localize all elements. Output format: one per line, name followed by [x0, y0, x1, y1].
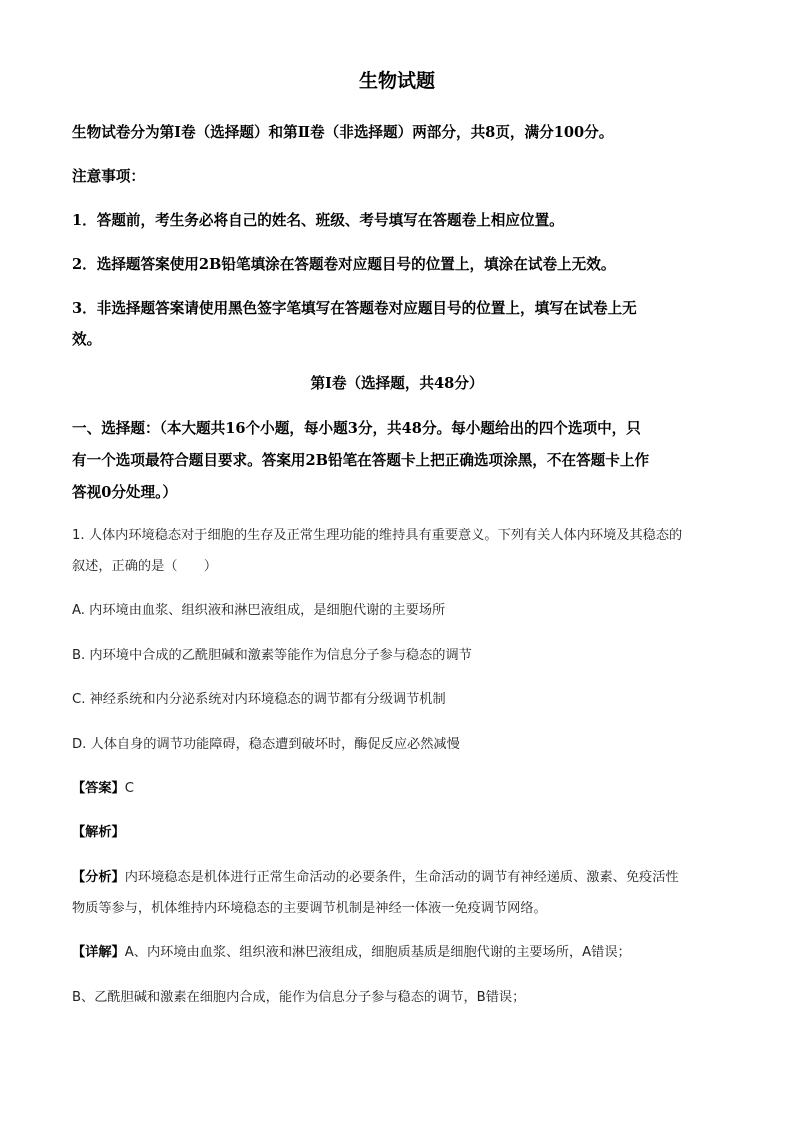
answer-value: C [124, 781, 134, 796]
question1-option-c: C. 神经系统和内分泌系统对内环境稳态的调节都有分级调节机制 [72, 692, 446, 707]
question1-option-d: D. 人体自身的调节功能障碍，稳态遭到破坏时，酶促反应必然减慢 [72, 737, 460, 752]
xiangjie-text-1: A、内环境由血浆、组织液和淋巴液组成，细胞质基质是细胞代谢的主要场所，A错误； [124, 945, 631, 960]
section1-instruction-line-2: 有一个选项最符合题目要求。答案用2B铅笔在答题卡上把正确选项涂黑，不在答题卡上作 [72, 452, 650, 469]
question1-analysis-heading [72, 825, 724, 841]
question1-option-a: A. 内环境由血浆、组织液和淋巴液组成，是细胞代谢的主要场所 [72, 603, 446, 618]
section1-instruction-line-3: 答视0分处理。） [72, 484, 178, 501]
section1-instruction-line-1: 一、选择题：（本大题共16个小题，每小题3分，共48分。每小题给出的四个选项中，只 [72, 420, 641, 437]
question1-option-b: B. 内环境中合成的乙酰胆碱和激素等能作为信息分子参与稳态的调节 [72, 648, 472, 663]
analysis-tag: 【解析】 [72, 825, 125, 840]
fenxi-text-1: 内环境稳态是机体进行正常生命活动的必要条件，生命活动的调节有神经递质、激素、免疫活性 [124, 870, 679, 885]
xiangjie-tag: 【详解】 [72, 945, 125, 960]
question1-answer [72, 781, 724, 797]
question1-fenxi-line-1 [72, 870, 724, 886]
notice-item-2: 2．选择题答案使用2B铅笔填涂在答题卷对应题目号的位置上，填涂在试卷上无效。 [72, 256, 616, 273]
notice-item-3-cont: 效。 [72, 331, 102, 348]
question1-stem-line-1: 1. 人体内环境稳态对于细胞的生存及正常生理功能的维持具有重要意义。下列有关人体内环境及其稳态的 [72, 528, 683, 543]
question1-stem-line-2: 叙述，正确的是（ ） [72, 559, 218, 574]
question1-xiangjie-line-1 [72, 945, 724, 961]
question1-fenxi-line-2: 物质等参与，机体维持内环境稳态的主要调节机制是神经一体液一免疫调节网络。 [72, 901, 547, 916]
fenxi-tag: 【分析】 [72, 870, 125, 885]
page-title: 生物试题 [358, 70, 435, 92]
notice-item-1: 1．答题前，考生务必将自己的姓名、班级、考号填写在答题卷上相应位置。 [72, 212, 564, 229]
question1-xiangjie-line-2: B、乙酰胆碱和激素在细胞内合成，能作为信息分子参与稳态的调节，B错误； [72, 990, 526, 1005]
section1-heading: 第Ⅰ卷（选择题，共48分） [310, 375, 484, 392]
notice-heading: 注意事项： [72, 168, 145, 185]
notice-item-3: 3．非选择题答案请使用黑色签字笔填写在答题卷对应题目号的位置上，填写在试卷上无 [72, 300, 637, 317]
intro-text: 生物试卷分为第Ⅰ卷（选择题）和第Ⅱ卷（非选择题）两部分，共8页，满分100分。 [72, 124, 614, 141]
answer-tag: 【答案】 [72, 781, 125, 796]
